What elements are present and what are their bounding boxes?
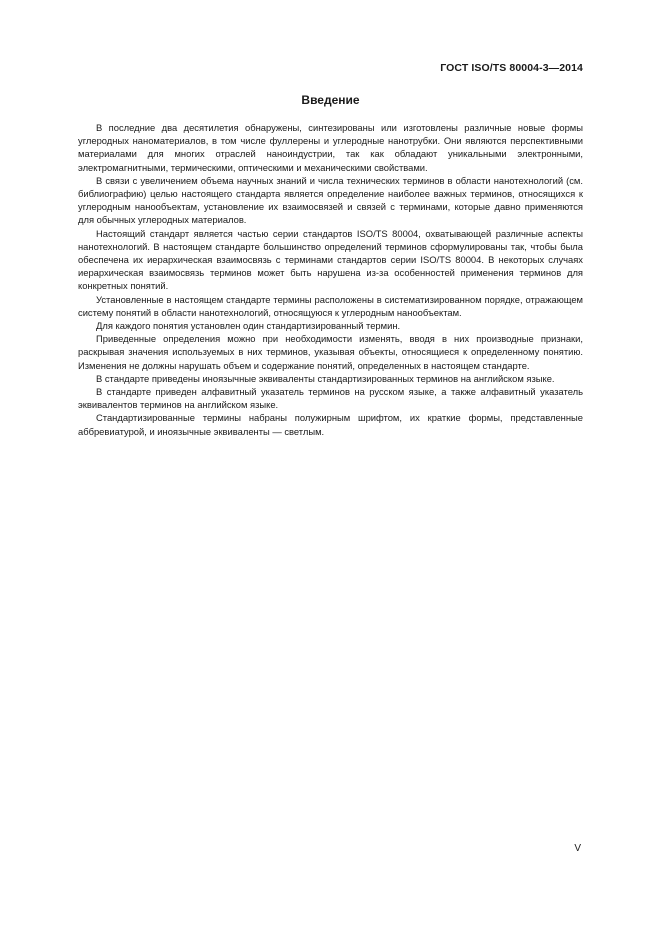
section-title: Введение <box>301 93 360 107</box>
paragraph: Стандартизированные термины набраны полужирным шрифтом, их краткие формы, представленные аббревиатурой, и иноязычные эквиваленты — светлым. <box>78 412 583 437</box>
paragraph: Приведенные определения можно при необходимости изменять, вводя в них производные признаки, раскрывая значения используемых в них терминов, указывая объекты, относящиеся к определенному понятию. Изменения не должны нарушать объем и содержание понятий, определенных в настоящем стандарте. <box>78 333 583 371</box>
paragraph: Установленные в настоящем стандарте термины расположены в систематизированном порядке, отражающем систему понятий в области нанотехнологий, относящуюся к углеродным нанообъектам. <box>78 293 583 318</box>
paragraph: В связи с увеличением объема научных знаний и числа технических терминов в области нанотехнологий (см. библиографию) целью настоящего стандарта является определение наиболее важных терминов, относящихся к углеродным нанообъектам, установление их взаимосвязей и связей с терминами, которые давно применяются для обычных углеродных материалов. <box>78 174 583 226</box>
paragraph: Настоящий стандарт является частью серии стандартов ISO/TS 80004, охватывающей различные аспекты нанотехнологий. В настоящем стандарте большинство определений терминов сформулированы так, чтобы была обеспечена их иерархическая взаимосвязь с терминами стандартов серии ISO/TS 80004. В некоторых случаях иерархическая взаимосвязь терминов может быть нарушена из-за особенностей применения терминов для конкретных понятий. <box>78 227 583 292</box>
paragraph: Для каждого понятия установлен один стандартизированный термин. <box>96 320 401 332</box>
introduction-body <box>78 121 583 438</box>
paragraph: В стандарте приведен алфавитный указатель терминов на русском языке, а также алфавитный указатель эквивалентов терминов на английском языке. <box>78 386 583 411</box>
page-number: V <box>574 843 581 854</box>
paragraph: В стандарте приведены иноязычные эквиваленты стандартизированных терминов на английском языке. <box>96 372 555 384</box>
paragraph: В последние два десятилетия обнаружены, синтезированы или изготовлены различные новые формы углеродных наноматериалов, в том числе фуллерены и углеродные нанотрубки. Они являются перспективными материалами для многих отраслей наноиндустрии, так как обладают уникальными электронными, электромагнитными, термическими, оптическими и механическими свойствами. <box>78 122 583 173</box>
standard-id-header: ГОСТ ISO/TS 80004-3—2014 <box>440 62 583 74</box>
